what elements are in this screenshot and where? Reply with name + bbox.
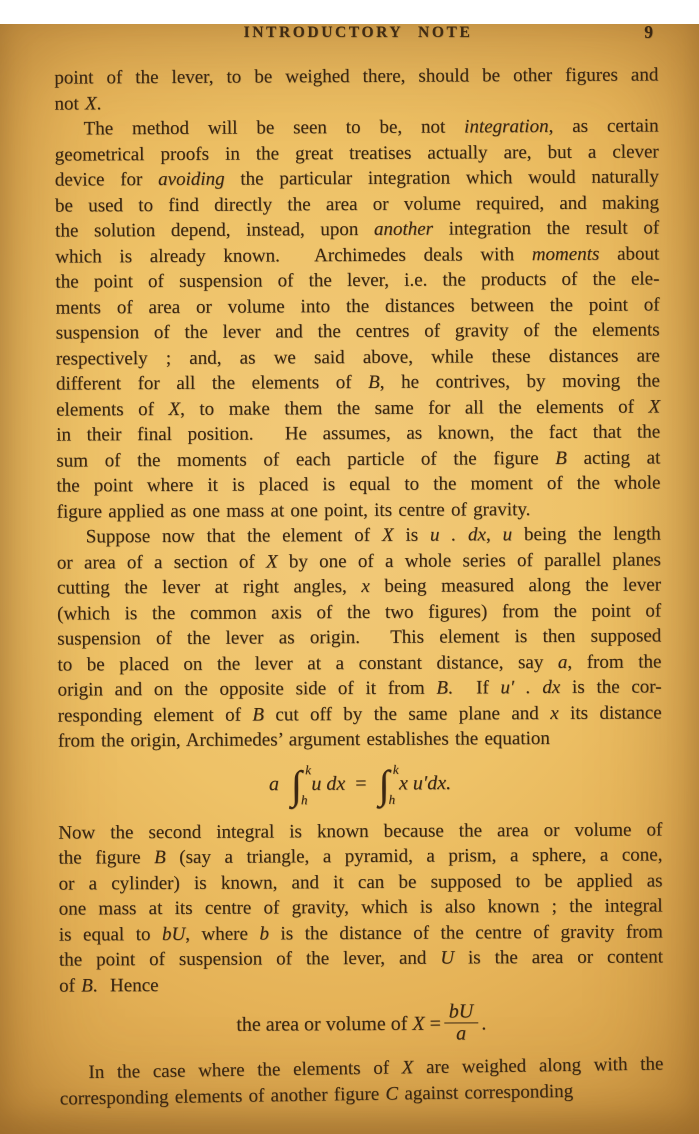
text-line: sum of the moments of each particle of the figure B acting at [56,446,661,472]
text-line: is equal to bU, where b is the distance of the centre of gravity from [58,920,663,946]
text-line: The method will be seen to be, not integration, as certain [83,115,659,140]
text-line: or a cylinder) is known, and it can be supposed to be applied as [58,869,663,895]
paragraph-now [58,817,663,999]
integral-sign-left [291,762,310,808]
integral-glyph: ∫ [378,761,390,807]
fraction [444,1001,479,1044]
text-line: one mass at its centre of gravity, which is also known ; the integral [58,895,663,920]
text-line: point of the lever, to be weighed there, should be other figures and [54,64,659,89]
text-line: in their final position. He assumes, as known, the fact that the [56,421,661,446]
area-volume-equation [59,995,663,1057]
page-number: 9 [644,22,653,42]
eq2-equals: = [429,1012,441,1035]
text-line: to be placed on the lever at a constant distance, say a, from the [57,650,662,676]
text-line: from the origin, Archimedes’ argument establishes the equation [57,728,550,752]
text-line: the solution depend, instead, upon another integration the result of [55,217,660,242]
text-line: responding element of B cut off by the same plane and x its distance [57,701,662,727]
lower-limit: h [300,791,308,807]
text-line: not X. [54,92,102,115]
eq2-lead: the area or volume of [236,1012,413,1036]
paragraph-in-the-case [59,1052,664,1112]
text-line: the point of suspension of the lever, i.e. the products of the ele- [55,268,660,293]
text-line: figure applied as one mass at one point, its centre of gravity. [56,498,531,523]
eq1-integrand-right: x u′dx. [398,771,452,794]
eq2-period: . [481,1012,487,1035]
text-line: the point where it is placed is equal to the moment of the whole [56,472,661,497]
text-line: ments of area or volume into the distances between the point of [55,293,660,319]
text-line: different for all the elements of B, he contrives, by moving the [55,370,660,395]
text-line: suspension of the lever as origin. This element is then supposed [57,625,662,650]
text-line: cutting the lever at right angles, x being measured along the lever [56,574,662,599]
text-line: Now the second integral is known because the area or volume of [58,818,663,844]
text-line: Suppose now that the element of X is u . dx, u being the length [85,523,661,548]
upper-limit: k [392,761,399,777]
text-line: be used to find directly the area or volume required, and making [54,191,660,217]
page-header [57,24,659,44]
eq2-lhs: X [412,1012,425,1035]
paragraph-method [55,113,661,524]
text-line: (which is the common axis of the two figures) from the point of [57,599,662,625]
lower-limit: h [388,791,396,807]
text-line: or area of a section of X by one of a whole series of parallel planes [56,548,661,574]
text-line: In the case where the elements of X are weighed along with the [88,1053,664,1084]
integral-limits-left [300,761,311,808]
text-line: of B. Hence [59,974,159,997]
text-line: origin and on the opposite side of it from B. If u′ . dx is the cor- [57,676,662,701]
fraction-denominator: a [456,1022,467,1045]
upper-limit: k [305,761,311,777]
text-line: elements of X, to make them the same for all the elements of X [56,395,661,421]
eq1-equals: = [355,772,367,795]
text-line: corresponding elements of another figure C against corresponding [59,1080,574,1109]
text-line: respectively ; and, as we said above, while these distances are [55,344,660,370]
integral-equation [58,751,662,820]
eq1-integrand-left: u dx [311,772,346,795]
integral-glyph: ∫ [290,761,303,807]
text-line: the point of suspension of the lever, and U is the area or content [58,946,664,971]
paragraph-suppose [57,521,662,754]
paragraph-continuation [54,62,658,116]
text-line: which is already known. Archimedes deals with moments about [55,242,660,268]
eq1-coefficient: a [268,772,279,795]
running-head: INTRODUCTORY NOTE [243,24,473,41]
text-line: suspension of the lever and the centres of gravity of the elements [55,319,660,344]
fraction-numerator: bU [444,1001,479,1023]
book-page [0,24,699,1134]
page-body [54,62,663,1108]
integral-limits-right [390,761,397,807]
integral-sign-right [378,761,397,807]
text-line: the figure B (say a triangle, a pyramid, a prism, a sphere, a cone, [58,844,663,869]
text-line: device for avoiding the particular integration which would naturally [54,166,659,191]
text-line: geometrical proofs in the great treatises actually are, but a clever [54,140,659,166]
